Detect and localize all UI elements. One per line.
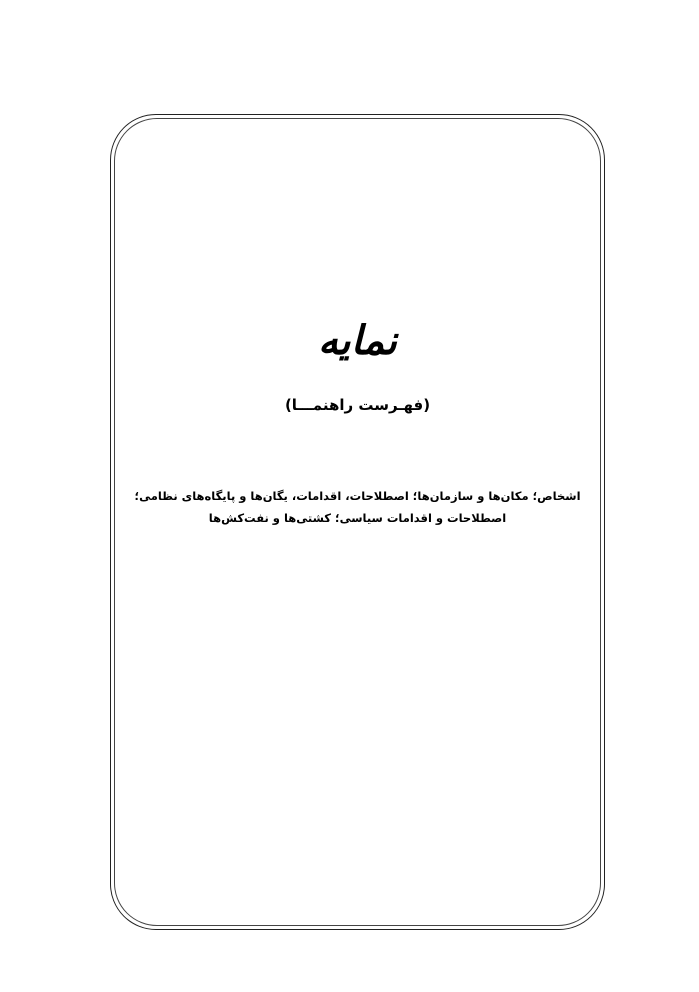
index-description — [118, 485, 597, 529]
description-line-2: اصطلاحات و اقدامات سیاسی؛ کشتی‌ها و نفت‌کش‌ها — [208, 511, 507, 525]
description-line-1: اشخاص؛ مکان‌ها و سازمان‌ها؛ اصطلاحات، اقدامات، یگان‌ها و پایگاه‌های نظامی؛ — [134, 489, 581, 503]
page-title: نمایه — [317, 317, 398, 364]
page-subtitle: (فهـرست راهنمـــا) — [284, 396, 431, 414]
